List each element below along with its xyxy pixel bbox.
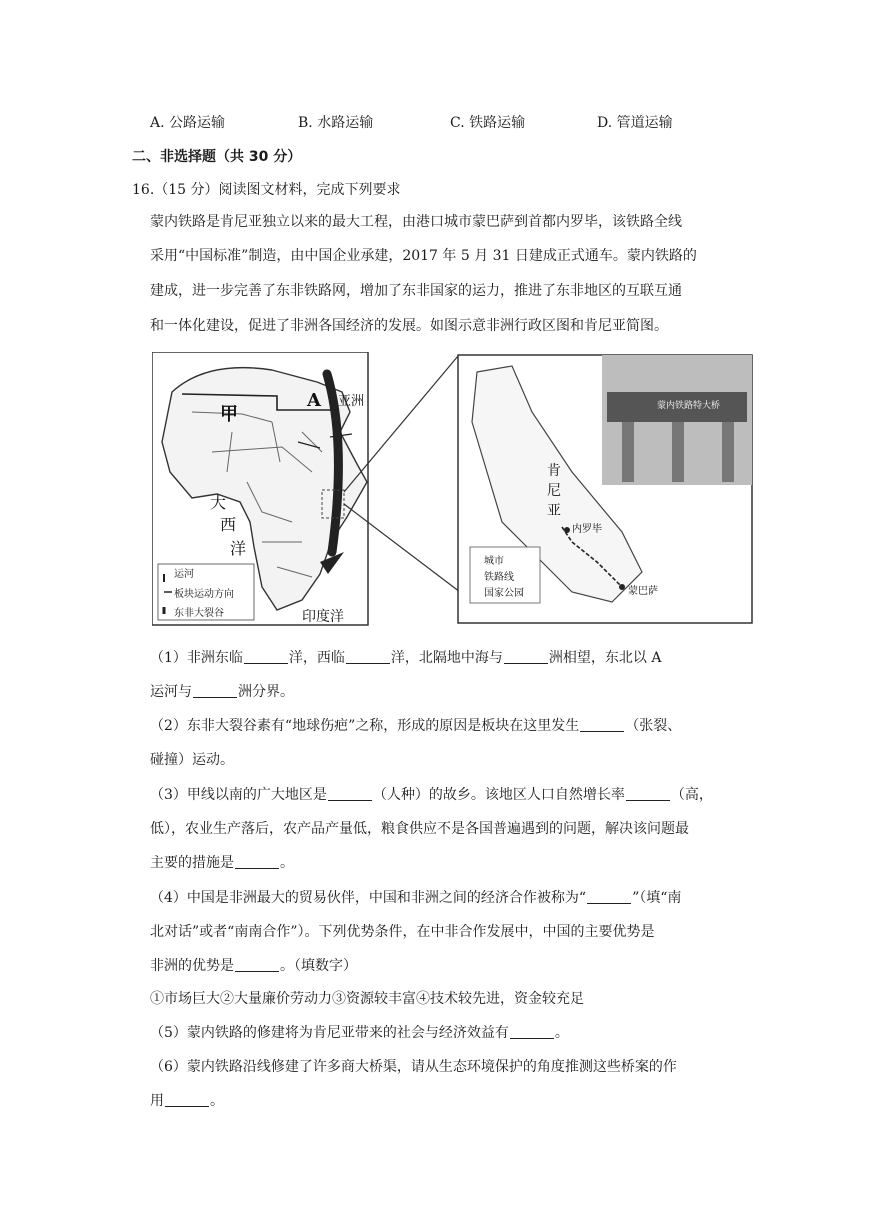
kenya-legend-rail: 铁路线 — [484, 572, 514, 583]
q2-blank[interactable] — [580, 717, 624, 732]
q3-blank-measure[interactable] — [235, 854, 279, 869]
q1-blank-canal[interactable] — [193, 683, 237, 698]
kenya-legend-park: 国家公园 — [484, 588, 524, 599]
legend-rift: 东非大裂谷 — [174, 608, 224, 619]
option-b: B. 水路运输 — [298, 115, 374, 131]
q4-line-3: 非洲的优势是 。（填数字） — [150, 958, 357, 974]
material-line-2: 采用“中国标准”制造，由中国企业承建，2017 年 5 月 31 日建成正式通车。蒙内铁路的 — [150, 248, 697, 264]
q3-blank-race[interactable] — [328, 786, 372, 801]
legend-plate: 板块运动方向 — [174, 589, 234, 600]
q6-line-2: 用 。 — [150, 1093, 224, 1109]
q1-line-1: （1）非洲东临 洋，西临 洋，北隔地中海与 洲相望，东北以 A — [150, 650, 662, 666]
label-nairobi: 内罗毕 — [572, 524, 602, 535]
q1-blank-continent[interactable] — [504, 649, 548, 664]
option-a: A. 公路运输 — [150, 115, 226, 131]
q1-line-2: 运河与 洲分界。 — [150, 684, 294, 700]
label-a: A — [307, 390, 321, 411]
label-mombasa: 蒙巴萨 — [628, 586, 658, 597]
question-header: 16.（15 分）阅读图文材料，完成下列要求 — [132, 182, 401, 198]
q4-blank-advantage[interactable] — [235, 957, 279, 972]
q2-line-1: （2）东非大裂谷素有“地球伤疤”之称，形成的原因是板块在这里发生 （张裂、 — [150, 718, 682, 734]
label-atlantic-2: 西 — [220, 515, 237, 534]
option-d: D. 管道运输 — [597, 115, 673, 131]
q4-blank-cooperation[interactable] — [587, 889, 631, 904]
q3-line-1: （3）甲线以南的广大地区是 （人种）的故乡。该地区人口自然增长率 （高， — [150, 787, 713, 803]
option-c: C. 铁路运输 — [450, 115, 526, 131]
legend-canal: 运河 — [174, 569, 194, 580]
label-atlantic-1: 大 — [210, 493, 227, 512]
q4-choices: ①市场巨大②大量廉价劳动力③资源较丰富④技术较先进，资金较充足 — [150, 991, 584, 1007]
kenya-legend-city: 城市 — [484, 556, 504, 567]
bridge-sign: 蒙内铁路特大桥 — [657, 401, 721, 411]
map-figure — [152, 352, 756, 628]
material-line-4: 和一体化建设，促进了非洲各国经济的发展。如图示意非洲行政区图和肯尼亚简图。 — [150, 318, 668, 334]
label-atlantic-3: 洋 — [230, 539, 247, 558]
q5-line: （5）蒙内铁路的修建将为肯尼亚带来的社会与经济效益有 。 — [150, 1025, 569, 1041]
q1-blank-east[interactable] — [244, 649, 288, 664]
label-jia: 甲 — [220, 404, 238, 425]
q3-line-2: 低），农业生产落后，农产品产量低，粮食供应不是各国普遍遇到的问题，解决该问题最 — [150, 821, 689, 837]
africa-kenya-map — [152, 352, 756, 628]
q4-line-1: （4）中国是非洲最大的贸易伙伴，中国和非洲之间的经济合作被称为“ ”（填“南 — [150, 890, 682, 906]
q6-blank[interactable] — [165, 1092, 209, 1107]
material-line-1: 蒙内铁路是肯尼亚独立以来的最大工程，由港口城市蒙巴萨到首都内罗毕，该铁路全线 — [150, 214, 682, 230]
section-title: 二、非选择题（共 30 分） — [132, 149, 302, 165]
material-line-3: 建成，进一步完善了东非铁路网，增加了东非国家的运力，推进了东非地区的互联互通 — [150, 283, 682, 299]
q6-line-1: （6）蒙内铁路沿线修建了许多商大桥渠，请从生态环境保护的角度推测这些桥案的作 — [150, 1059, 677, 1075]
label-asia: 亚洲 — [338, 394, 365, 409]
label-kenya-3: 亚 — [547, 503, 561, 519]
q5-blank[interactable] — [510, 1024, 554, 1039]
q3-blank-growth[interactable] — [626, 786, 670, 801]
q1-blank-west[interactable] — [346, 649, 390, 664]
q3-line-3: 主要的措施是 。 — [150, 855, 294, 871]
label-kenya-1: 肯 — [547, 463, 561, 479]
label-indian-ocean: 印度洋 — [302, 609, 344, 625]
label-kenya-2: 尼 — [547, 483, 561, 499]
q4-line-2: 北对话”或者“南南合作”）。下列优势条件，在中非合作发展中，中国的主要优势是 — [150, 924, 655, 940]
q2-line-2: 碰撞）运动。 — [150, 752, 234, 768]
